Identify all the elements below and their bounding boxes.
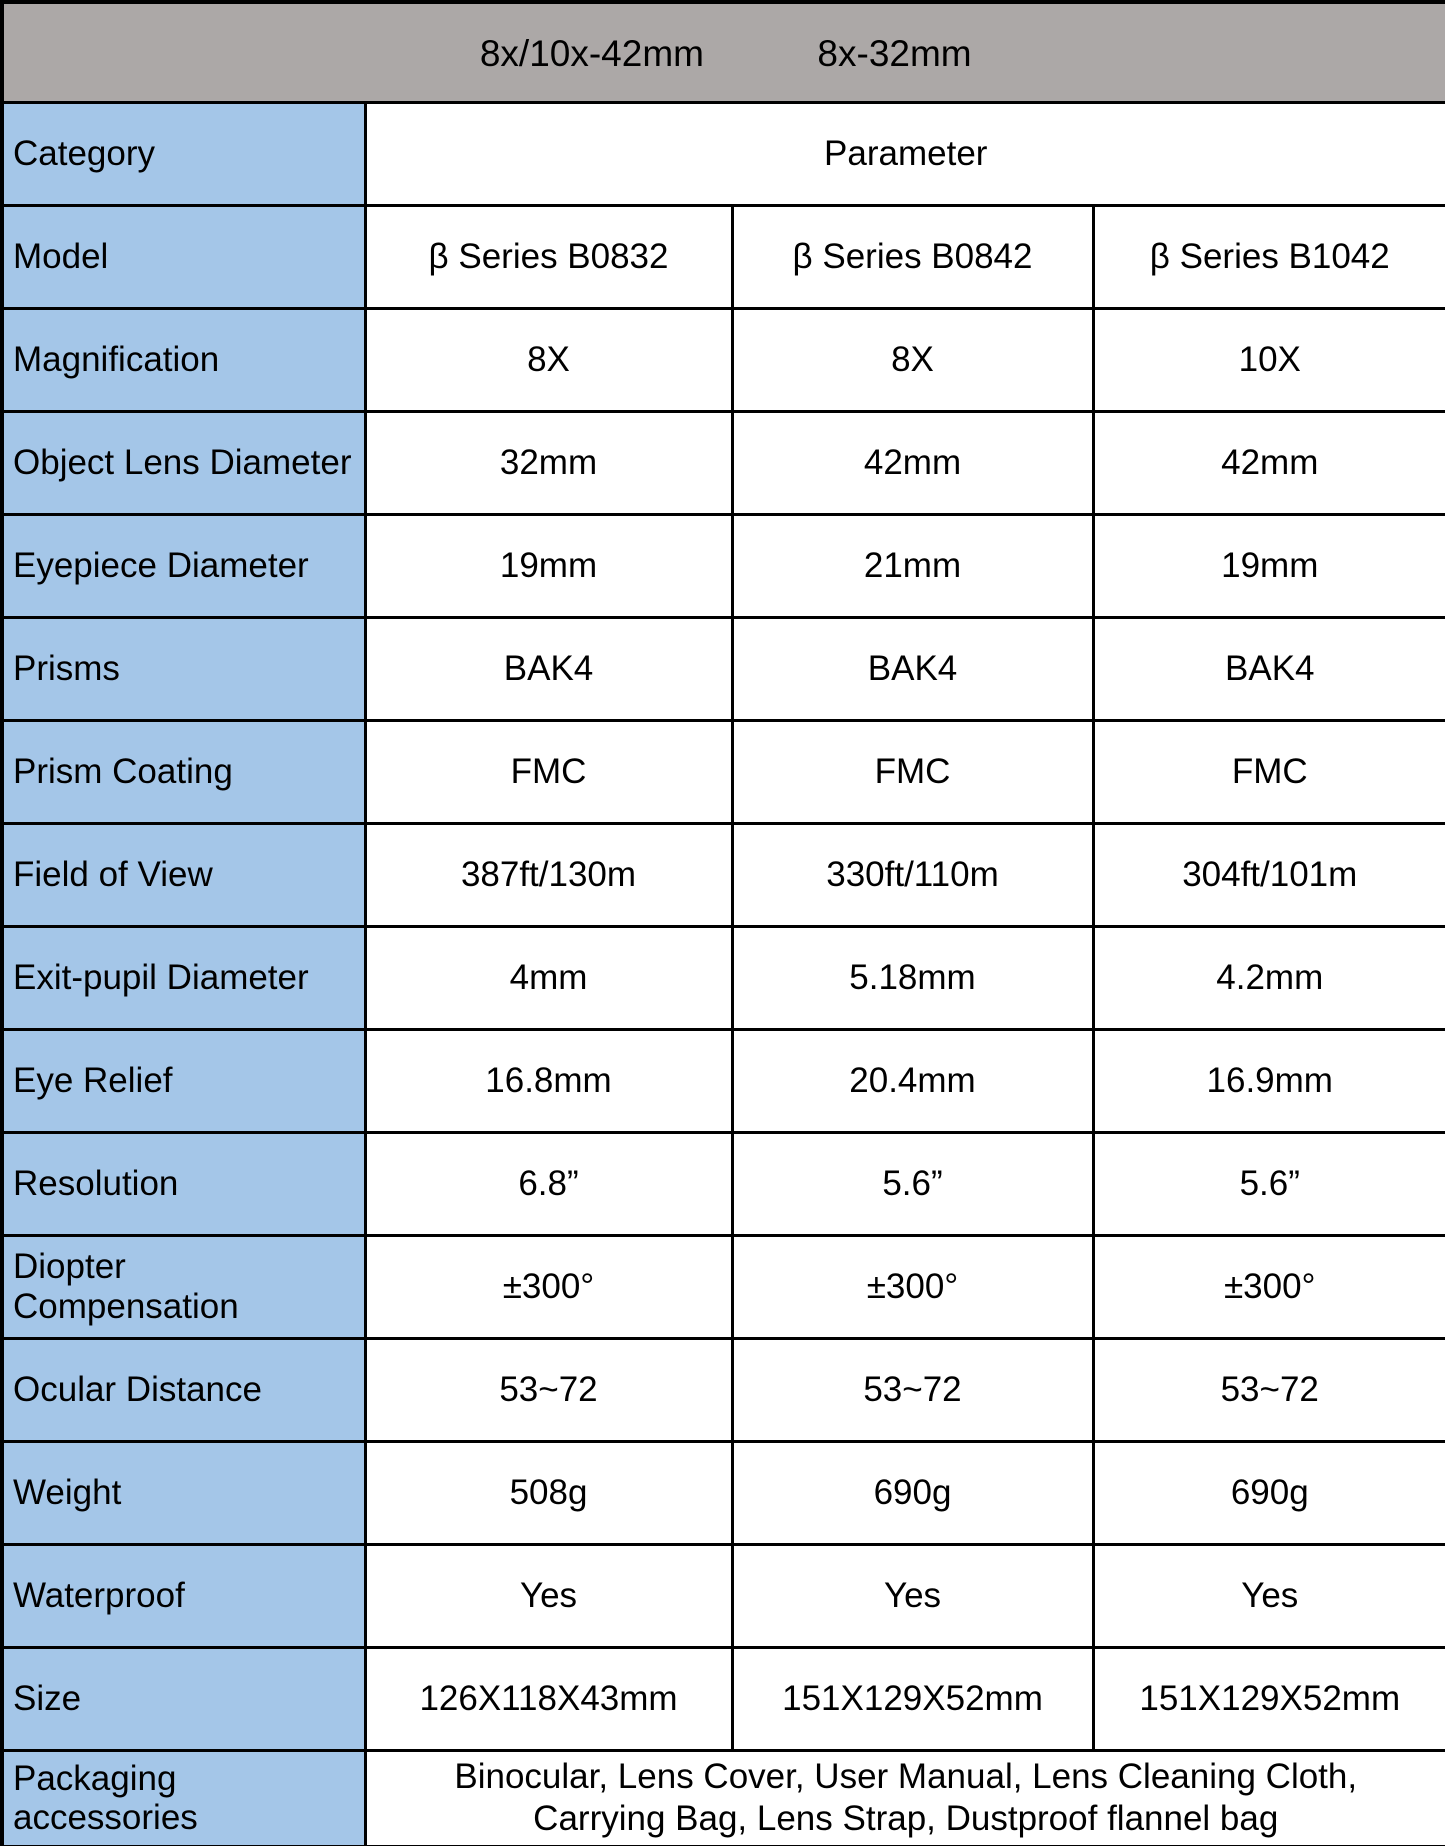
row-value-cell: 304ft/101m [1093,823,1445,926]
row-label-cell: Weight [2,1441,365,1544]
row-value-cell: ±300° [365,1235,732,1338]
row-value-cell: FMC [1093,720,1445,823]
row-value-cell: 42mm [732,411,1093,514]
spec-row-diopter-compensation [2,1235,1445,1338]
row-value-cell: 8X [365,308,732,411]
spec-row-field-of-view [2,823,1445,926]
product-group-header-wrap [4,4,1445,100]
row-value-cell: 508g [365,1441,732,1544]
row-value-cell: 690g [732,1441,1093,1544]
row-label-cell: Eye Relief [2,1029,365,1132]
row-value-cell: BAK4 [1093,617,1445,720]
parameter-header-cell: Parameter [365,102,1445,205]
row-value-cell: FMC [365,720,732,823]
row-value-cell: Yes [1093,1544,1445,1647]
row-label-cell: Object Lens Diameter [2,411,365,514]
row-value-cell: 10X [1093,308,1445,411]
row-value-cell: 5.18mm [732,926,1093,1029]
row-value-cell: FMC [732,720,1093,823]
row-value-cell: 16.8mm [365,1029,732,1132]
row-label-cell: Exit-pupil Diameter [2,926,365,1029]
row-value-cell: 4mm [365,926,732,1029]
spec-row-eye-relief [2,1029,1445,1132]
row-label-cell: Model [2,205,365,308]
row-value-cell: 53~72 [732,1338,1093,1441]
product-group-label-32mm: 8x-32mm [817,33,972,75]
row-value-cell: 21mm [732,514,1093,617]
row-value-cell: 20.4mm [732,1029,1093,1132]
row-value-cell: 8X [732,308,1093,411]
packaging-line-2: Carrying Bag, Lens Strap, Dustproof flannel bag [533,1799,1279,1839]
product-group-header-cell [2,2,1445,102]
row-value-cell: Yes [365,1544,732,1647]
row-value-cell: BAK4 [365,617,732,720]
packaging-accessories-row [2,1750,1445,1846]
row-value-cell: 53~72 [365,1338,732,1441]
spec-row-prism-coating [2,720,1445,823]
row-value-cell: BAK4 [732,617,1093,720]
spec-row-object-lens-diameter [2,411,1445,514]
row-value-cell: ±300° [732,1235,1093,1338]
packaging-value-cell [365,1750,1445,1846]
product-group-label-42mm: 8x/10x-42mm [479,33,704,75]
spec-row-exit-pupil-diameter [2,926,1445,1029]
row-label-cell: Magnification [2,308,365,411]
row-value-cell: β Series B0842 [732,205,1093,308]
category-header-cell: Category [2,102,365,205]
row-value-cell: 387ft/130m [365,823,732,926]
row-value-cell: 53~72 [1093,1338,1445,1441]
row-value-cell: 42mm [1093,411,1445,514]
row-label-cell: Size [2,1647,365,1750]
row-value-cell: 6.8” [365,1132,732,1235]
row-value-cell: 5.6” [1093,1132,1445,1235]
spec-row-resolution [2,1132,1445,1235]
row-value-cell: 151X129X52mm [1093,1647,1445,1750]
row-label-cell: Field of View [2,823,365,926]
row-value-cell: 151X129X52mm [732,1647,1093,1750]
row-value-cell: 19mm [365,514,732,617]
spec-row-eyepiece-diameter [2,514,1445,617]
category-row [2,102,1445,205]
packaging-line-1: Binocular, Lens Cover, User Manual, Lens Cleaning Cloth, [454,1756,1358,1796]
row-value-cell: 330ft/110m [732,823,1093,926]
row-value-cell: 4.2mm [1093,926,1445,1029]
row-label-cell: Ocular Distance [2,1338,365,1441]
product-group-header-row [2,2,1445,102]
packaging-label-cell: Packaging accessories [2,1750,365,1846]
spec-row-weight [2,1441,1445,1544]
row-value-cell: 19mm [1093,514,1445,617]
spec-row-model [2,205,1445,308]
row-value-cell: 32mm [365,411,732,514]
row-label-cell: Eyepiece Diameter [2,514,365,617]
spec-row-size [2,1647,1445,1750]
row-label-cell: Diopter Compensation [2,1235,365,1338]
row-label-cell: Resolution [2,1132,365,1235]
spec-row-waterproof [2,1544,1445,1647]
row-value-cell: β Series B1042 [1093,205,1445,308]
row-value-cell: β Series B0832 [365,205,732,308]
row-value-cell: Yes [732,1544,1093,1647]
row-value-cell: 16.9mm [1093,1029,1445,1132]
spec-row-ocular-distance [2,1338,1445,1441]
row-label-cell: Waterproof [2,1544,365,1647]
row-label-cell: Prism Coating [2,720,365,823]
row-value-cell: ±300° [1093,1235,1445,1338]
spec-row-prisms [2,617,1445,720]
row-value-cell: 690g [1093,1441,1445,1544]
spec-row-magnification [2,308,1445,411]
row-value-cell: 5.6” [732,1132,1093,1235]
row-value-cell: 126X118X43mm [365,1647,732,1750]
row-label-cell: Prisms [2,617,365,720]
